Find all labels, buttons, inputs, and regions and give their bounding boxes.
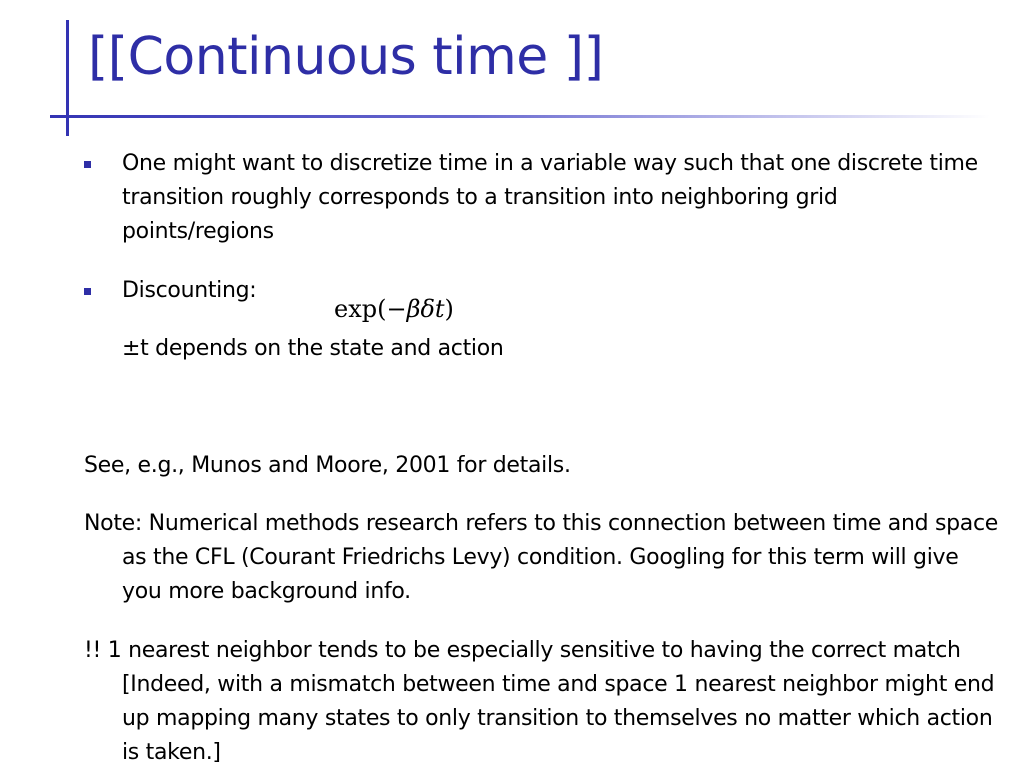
- slide-title: [[Continuous time ]]: [88, 27, 604, 87]
- paragraph-nearest-neighbor: !! 1 nearest neighbor tends to be especially sensitive to having the correct match [Indeed, with a mismatch between time and space 1 nearest neighbor might end up mapping many states to only transition to themselves no matter which action is taken.]: [84, 638, 995, 765]
- paragraph-note-cfl: Note: Numerical methods research refers to this connection between time and space as the CFL (Courant Friedrichs Levy) condition. Googling for this term will give you more background info.: [84, 511, 999, 604]
- formula-close: ): [444, 295, 454, 323]
- bullet-text: Discounting:: [122, 278, 257, 303]
- discount-sub-note: ±t depends on the state and action: [122, 336, 504, 361]
- discount-formula: [334, 292, 454, 326]
- title-horizontal-rule: [50, 115, 990, 118]
- title-vertical-rule: [66, 20, 69, 136]
- formula-function: exp(−: [334, 295, 407, 323]
- formula-variable: βδt: [406, 295, 445, 323]
- paragraph-reference: See, e.g., Munos and Moore, 2001 for details.: [84, 453, 571, 478]
- square-bullet-icon: [84, 288, 91, 295]
- square-bullet-icon: [84, 161, 91, 168]
- bullet-text: One might want to discretize time in a variable way such that one discrete time transition roughly corresponds to a transition into neighboring grid points/regions: [122, 151, 978, 244]
